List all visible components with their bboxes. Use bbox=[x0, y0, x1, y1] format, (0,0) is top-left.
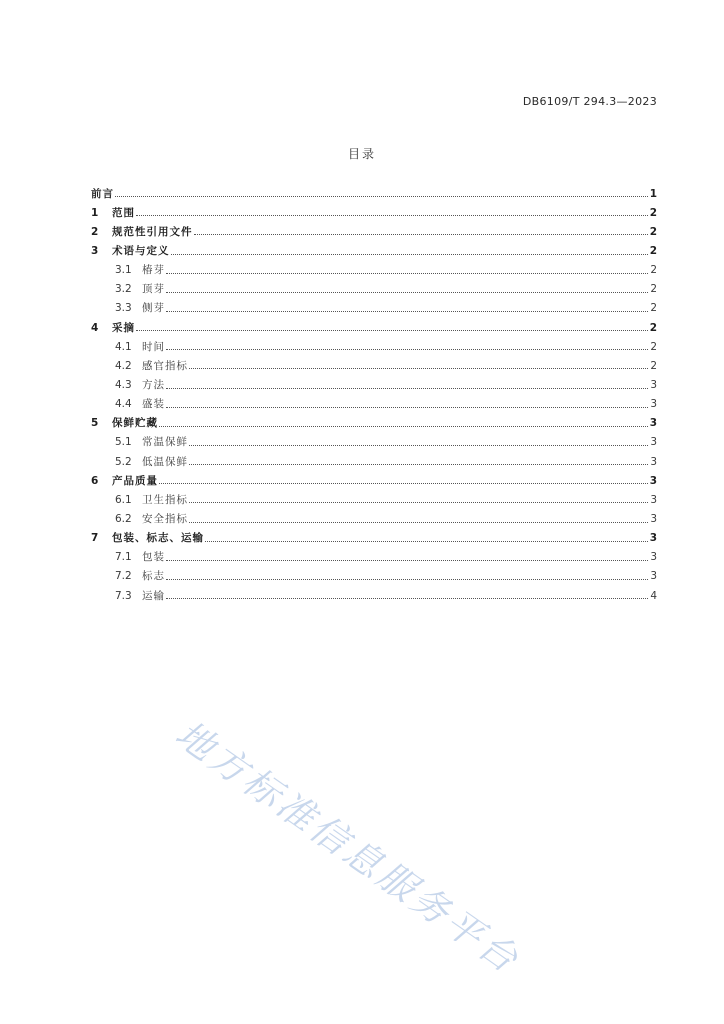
toc-entry-page: 3 bbox=[650, 513, 657, 526]
toc-entry-page: 3 bbox=[649, 417, 657, 430]
toc-entry-number: 7.1 bbox=[115, 551, 132, 564]
toc-entry[interactable] bbox=[91, 487, 657, 506]
toc-dot-leader bbox=[166, 597, 648, 599]
toc-entry-page: 3 bbox=[650, 436, 657, 449]
toc-entry[interactable] bbox=[91, 315, 657, 334]
toc-entry[interactable] bbox=[91, 258, 657, 277]
toc-entry-page: 3 bbox=[649, 532, 657, 545]
toc-entry-page: 3 bbox=[650, 551, 657, 564]
toc-entry[interactable] bbox=[91, 353, 657, 372]
toc-entry-label: 方法 bbox=[142, 379, 165, 392]
toc-entry-page: 3 bbox=[650, 398, 657, 411]
toc-entry[interactable] bbox=[91, 564, 657, 583]
toc-dot-leader bbox=[189, 444, 648, 446]
toc-entry-label: 产品质量 bbox=[112, 474, 158, 487]
toc-entry-page: 3 bbox=[649, 474, 657, 487]
toc-entry-page: 3 bbox=[650, 455, 657, 468]
toc-dot-leader bbox=[194, 233, 648, 235]
toc-entry-label: 低温保鲜 bbox=[142, 455, 188, 468]
toc-entry-label: 卫生指标 bbox=[142, 493, 188, 506]
toc-entry-label: 顶芽 bbox=[142, 283, 165, 296]
toc-entry-page: 3 bbox=[650, 493, 657, 506]
toc-entry-label: 包装、标志、运输 bbox=[112, 532, 204, 545]
toc-entry-page: 2 bbox=[650, 302, 657, 315]
toc-entry-label: 椿芽 bbox=[142, 264, 165, 277]
toc-entry-page: 2 bbox=[650, 340, 657, 353]
toc-entry-number: 4.2 bbox=[115, 359, 132, 372]
toc-dot-leader bbox=[166, 291, 648, 293]
toc-entry[interactable] bbox=[91, 181, 657, 200]
toc-entry-label: 标志 bbox=[142, 570, 165, 583]
toc-entry-page: 2 bbox=[649, 245, 657, 258]
toc-entry-label: 包装 bbox=[142, 551, 165, 564]
toc-entry-label: 时间 bbox=[142, 340, 165, 353]
toc-entry-number: 5.1 bbox=[115, 436, 132, 449]
toc-entry-label: 采摘 bbox=[112, 321, 135, 334]
toc-entry-number: 3.1 bbox=[115, 264, 132, 277]
toc-dot-leader bbox=[189, 367, 648, 369]
toc-entry[interactable] bbox=[91, 238, 657, 257]
toc-entry[interactable] bbox=[91, 449, 657, 468]
toc-dot-leader bbox=[166, 387, 648, 389]
toc-entry-label: 盛装 bbox=[142, 398, 165, 411]
toc-entry-label: 侧芽 bbox=[142, 302, 165, 315]
toc-entry-number: 7.3 bbox=[115, 589, 132, 602]
toc-dot-leader bbox=[136, 329, 648, 331]
toc-entry[interactable] bbox=[91, 430, 657, 449]
toc-dot-leader bbox=[166, 406, 648, 408]
toc-entry-number: 4.1 bbox=[115, 340, 132, 353]
toc-entry-number: 3 bbox=[91, 245, 99, 258]
toc-entry-page: 2 bbox=[650, 264, 657, 277]
document-code: DB6109/T 294.3—2023 bbox=[522, 95, 657, 108]
toc-dot-leader bbox=[166, 348, 648, 350]
toc-entry-number: 5.2 bbox=[115, 455, 132, 468]
toc-entry-page: 3 bbox=[650, 379, 657, 392]
toc-dot-leader bbox=[166, 559, 648, 561]
toc-entry-page: 2 bbox=[650, 359, 657, 372]
toc-entry-label: 术语与定义 bbox=[112, 245, 170, 258]
toc-entry-number: 3.2 bbox=[115, 283, 132, 296]
toc-dot-leader bbox=[189, 521, 648, 523]
toc-entry-number: 1 bbox=[91, 206, 99, 219]
toc-entry[interactable] bbox=[91, 545, 657, 564]
toc-entry[interactable] bbox=[91, 277, 657, 296]
toc-entry[interactable] bbox=[91, 392, 657, 411]
toc-title: 目录 bbox=[347, 147, 376, 161]
toc-entry-label: 保鲜贮藏 bbox=[112, 417, 158, 430]
toc-entry-page: 1 bbox=[649, 187, 657, 200]
toc-entry[interactable] bbox=[91, 526, 657, 545]
toc-dot-leader bbox=[136, 214, 648, 216]
toc-entry-number: 3.3 bbox=[115, 302, 132, 315]
toc-entry-number: 2 bbox=[91, 225, 99, 238]
table-of-contents bbox=[91, 181, 657, 602]
toc-entry[interactable] bbox=[91, 200, 657, 219]
toc-dot-leader bbox=[166, 310, 648, 312]
toc-dot-leader bbox=[166, 272, 648, 274]
toc-dot-leader bbox=[159, 482, 648, 484]
toc-dot-leader bbox=[159, 425, 648, 427]
toc-dot-leader bbox=[189, 501, 648, 503]
toc-entry[interactable] bbox=[91, 468, 657, 487]
toc-entry[interactable] bbox=[91, 583, 657, 602]
toc-entry-label: 范围 bbox=[112, 206, 135, 219]
toc-entry-number: 6.1 bbox=[115, 493, 132, 506]
toc-entry-label: 感官指标 bbox=[142, 359, 188, 372]
toc-entry-number: 6 bbox=[91, 474, 99, 487]
toc-dot-leader bbox=[166, 578, 648, 580]
toc-entry[interactable] bbox=[91, 334, 657, 353]
toc-entry-label: 安全指标 bbox=[142, 513, 188, 526]
toc-entry-number: 7.2 bbox=[115, 570, 132, 583]
toc-entry-number: 4.4 bbox=[115, 398, 132, 411]
toc-entry-page: 3 bbox=[650, 570, 657, 583]
toc-dot-leader bbox=[115, 195, 648, 197]
toc-dot-leader bbox=[205, 540, 648, 542]
toc-entry-number: 4 bbox=[91, 321, 99, 334]
toc-entry-page: 2 bbox=[650, 283, 657, 296]
toc-dot-leader bbox=[171, 253, 648, 255]
toc-dot-leader bbox=[189, 463, 648, 465]
toc-entry-label: 规范性引用文件 bbox=[112, 225, 193, 238]
watermark-text: 地方标准信息服务平台 bbox=[167, 712, 529, 983]
toc-entry-page: 2 bbox=[649, 321, 657, 334]
toc-entry-number: 6.2 bbox=[115, 513, 132, 526]
toc-entry[interactable] bbox=[91, 219, 657, 238]
toc-entry-number: 7 bbox=[91, 532, 99, 545]
toc-entry-page: 4 bbox=[650, 589, 657, 602]
toc-entry-label: 运输 bbox=[142, 589, 165, 602]
toc-entry-page: 2 bbox=[649, 225, 657, 238]
toc-entry-page: 2 bbox=[649, 206, 657, 219]
toc-entry[interactable] bbox=[91, 411, 657, 430]
toc-entry-label: 常温保鲜 bbox=[142, 436, 188, 449]
toc-entry-label: 前言 bbox=[91, 187, 114, 200]
toc-entry[interactable] bbox=[91, 372, 657, 391]
toc-entry-number: 5 bbox=[91, 417, 99, 430]
toc-entry-number: 4.3 bbox=[115, 379, 132, 392]
toc-entry[interactable] bbox=[91, 296, 657, 315]
toc-entry[interactable] bbox=[91, 506, 657, 525]
